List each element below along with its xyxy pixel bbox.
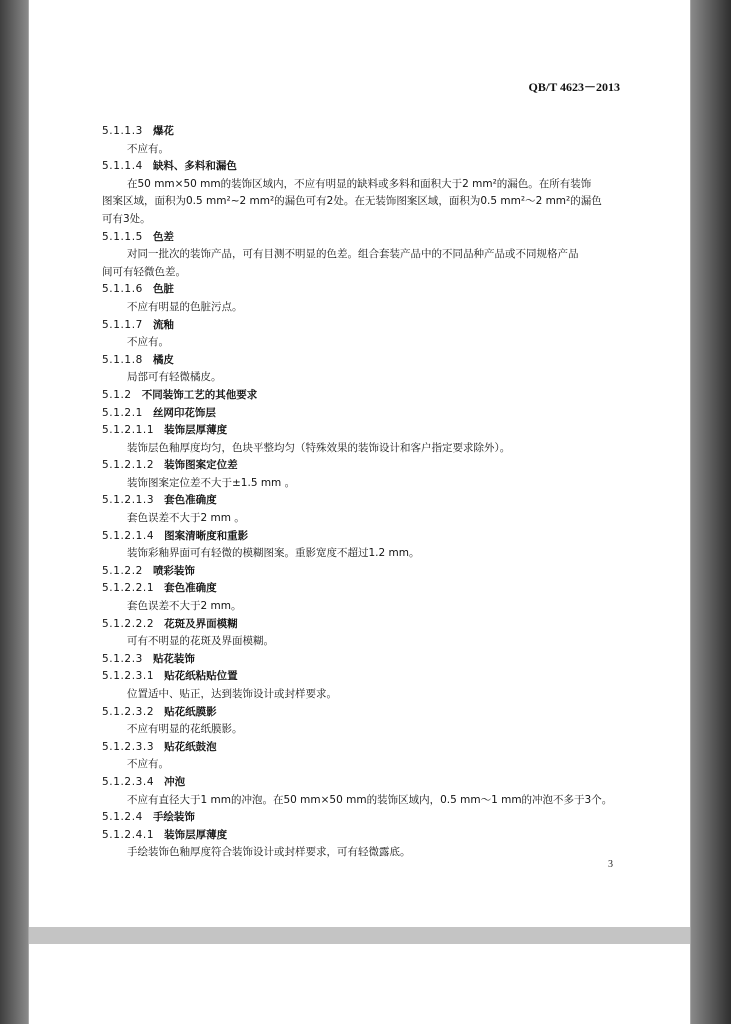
section-number: 5.1.2.3.2 — [102, 705, 155, 718]
section-title: 喷彩装饰 — [152, 564, 195, 577]
next-document-page — [29, 944, 690, 1024]
section-body-line: 可有不明显的花斑及界面模糊。 — [127, 635, 274, 648]
section-number: 5.1.2.4 — [102, 811, 143, 824]
section-body-line: 装饰图案定位差不大于±1.5 mm 。 — [127, 476, 296, 489]
section-title: 色差 — [152, 230, 174, 243]
section-number: 5.1.2.2.1 — [102, 582, 155, 595]
section-body-line: 手绘装饰色釉厚度符合装饰设计或封样要求，可有轻微露底。 — [127, 846, 411, 859]
section-title: 橘皮 — [152, 353, 174, 366]
section-heading — [102, 563, 632, 581]
standard-code: QB/T 4623－2013 — [528, 80, 620, 94]
section-number: 5.1.2.2 — [102, 564, 143, 577]
section-title: 装饰层厚薄度 — [164, 424, 228, 437]
section-title: 色脏 — [152, 283, 174, 296]
page-content — [102, 123, 632, 862]
section-number: 5.1.1.6 — [102, 283, 143, 296]
section-title: 流釉 — [152, 318, 174, 331]
section-heading — [102, 809, 632, 827]
section-body-line: 不应有明显的花纸膜影。 — [127, 723, 243, 736]
document-page — [29, 0, 690, 927]
section-title: 图案清晰度和重影 — [164, 529, 249, 542]
section-body-line: 不应有明显的色脏污点。 — [127, 300, 243, 313]
section-heading — [102, 580, 632, 598]
section-number: 5.1.2.1 — [102, 406, 143, 419]
section-title: 装饰图案定位差 — [164, 459, 238, 472]
section-body-line: 位置适中、贴正，达到装饰设计或封样要求。 — [127, 688, 337, 700]
section-heading — [102, 387, 632, 405]
section-body-line: 可有3处。 — [102, 212, 151, 225]
section-heading — [102, 827, 632, 845]
section-title: 套色准确度 — [164, 494, 217, 507]
section-number: 5.1.2.3.1 — [102, 670, 155, 683]
section-number: 5.1.2.3.4 — [102, 775, 155, 788]
section-heading — [102, 317, 632, 335]
section-heading — [102, 352, 632, 370]
section-body-line: 对同一批次的装饰产品，可有目测不明显的色差。组合套装产品中的不同品种产品或不同规格产品 — [127, 248, 579, 261]
section-body-line: 不应有。 — [127, 758, 169, 771]
section-heading — [102, 739, 632, 757]
section-body-line: 不应有直径大于1 mm的冲泡。在50 mm×50 mm的装饰区域内，0.5 mm～1 mm的冲泡不多于3个。 — [127, 793, 613, 806]
section-title: 爆花 — [152, 125, 174, 137]
section-number: 5.1.1.4 — [102, 160, 143, 173]
section-heading — [102, 616, 632, 634]
section-title: 花斑及界面模糊 — [164, 617, 238, 630]
section-body-line: 间可有轻微色差。 — [102, 265, 186, 278]
section-body-line: 局部可有轻微橘皮。 — [127, 371, 222, 384]
section-body-line: 图案区域，面积为0.5 mm²~2 mm²的漏色可有2处。在无装饰图案区域，面积为0.5 mm²～2 mm²的漏色 — [102, 195, 602, 208]
section-number: 5.1.2 — [102, 388, 132, 401]
section-title: 不同装饰工艺的其他要求 — [141, 388, 258, 401]
section-body-line: 套色误差不大于2 mm 。 — [127, 512, 245, 525]
section-heading — [102, 528, 632, 546]
section-heading — [102, 774, 632, 792]
section-number: 5.1.1.3 — [102, 125, 143, 137]
section-heading — [102, 704, 632, 722]
section-number: 5.1.2.1.3 — [102, 494, 155, 507]
section-title: 缺料、多料和漏色 — [152, 160, 237, 173]
section-number: 5.1.1.5 — [102, 230, 143, 243]
section-heading — [102, 668, 632, 686]
section-body-line: 不应有。 — [127, 142, 169, 155]
section-number: 5.1.2.1.4 — [102, 529, 155, 542]
section-number: 5.1.1.7 — [102, 318, 143, 331]
section-heading — [102, 651, 632, 669]
section-heading — [102, 422, 632, 440]
section-heading — [102, 281, 632, 299]
section-title: 贴花纸粘贴位置 — [164, 670, 238, 683]
section-number: 5.1.1.8 — [102, 353, 143, 366]
section-title: 贴花装饰 — [152, 652, 195, 665]
section-title: 装饰层厚薄度 — [164, 828, 228, 841]
section-number: 5.1.2.1.2 — [102, 459, 155, 472]
section-title: 贴花纸鼓泡 — [164, 740, 217, 753]
section-title: 套色准确度 — [164, 582, 217, 595]
section-number: 5.1.2.4.1 — [102, 828, 155, 841]
section-title: 冲泡 — [164, 775, 186, 788]
section-heading — [102, 405, 632, 423]
section-title: 丝网印花饰层 — [152, 406, 216, 419]
section-body-line: 装饰层色釉厚度均匀，色块平整均匀（特殊效果的装饰设计和客户指定要求除外）。 — [127, 441, 511, 454]
section-heading — [102, 492, 632, 510]
section-number: 5.1.2.2.2 — [102, 617, 155, 630]
standard-code-header — [529, 78, 620, 95]
section-heading — [102, 123, 632, 141]
section-body-line: 套色误差不大于2 mm。 — [127, 600, 242, 613]
section-heading — [102, 457, 632, 475]
page-number: 3 — [608, 859, 613, 870]
section-number: 5.1.2.3 — [102, 652, 143, 665]
section-title: 贴花纸膜影 — [164, 705, 217, 718]
section-heading — [102, 229, 632, 247]
section-title: 手绘装饰 — [152, 811, 195, 824]
section-number: 5.1.2.1.1 — [102, 424, 155, 437]
section-number: 5.1.2.3.3 — [102, 740, 155, 753]
section-body-line: 不应有。 — [127, 336, 169, 349]
section-body-line: 在50 mm×50 mm的装饰区域内，不应有明显的缺料或多料和面积大于2 mm²的漏色。在所有装饰 — [127, 177, 592, 190]
section-heading — [102, 158, 632, 176]
section-body-line: 装饰彩釉界面可有轻微的模糊图案。重影宽度不超过1.2 mm。 — [127, 547, 420, 560]
